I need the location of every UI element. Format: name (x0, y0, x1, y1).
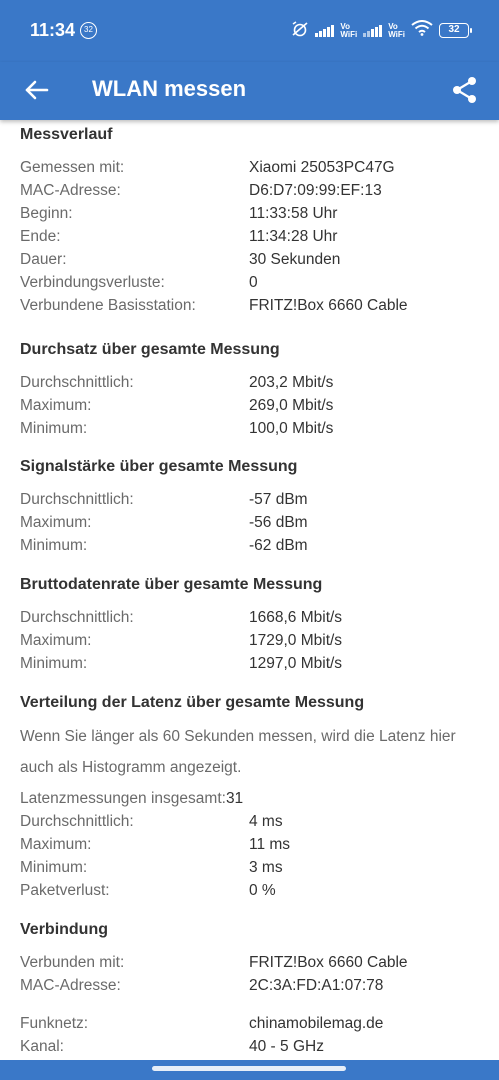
section-title-messverlauf: Messverlauf (20, 126, 113, 143)
cell-signal-icon-2 (363, 24, 382, 37)
row-verbunden-mit (20, 954, 480, 976)
cell-signal-icon (315, 24, 334, 37)
row-value: 2C:3A:FD:A1:07:78 (249, 977, 384, 994)
row-label: Minimum: (20, 420, 88, 437)
status-icons (291, 20, 469, 41)
row-mac-adresse (20, 182, 480, 204)
section-title-verbindung: Verbindung (20, 921, 108, 938)
system-nav-bar (0, 1060, 499, 1080)
row-kanal (20, 1038, 480, 1060)
notification-count-badge: 32 (80, 22, 97, 39)
row-signal-avg (20, 491, 480, 513)
row-label: Minimum: (20, 859, 88, 876)
row-value: 30 Sekunden (249, 251, 341, 268)
row-latenz-max (20, 836, 480, 858)
section-title-durchsatz: Durchsatz über gesamte Messung (20, 341, 280, 358)
row-value: 4 ms (249, 813, 283, 830)
row-label: Minimum: (20, 537, 88, 554)
latenz-note: Wenn Sie länger als 60 Sekunden messen, wird die Latenz hier auch als Histogramm angezeigt. (20, 728, 456, 776)
row-label: Paketverlust: (20, 882, 110, 899)
row-verbindungsverluste (20, 274, 480, 296)
row-label: Verbunden mit: (20, 954, 125, 971)
status-time: 11:34 (30, 20, 76, 40)
results-content[interactable] (0, 120, 499, 1060)
row-label: Durchschnittlich: (20, 374, 134, 391)
row-funknetz (20, 1015, 480, 1037)
row-latenz-min (20, 859, 480, 881)
row-value: Xiaomi 25053PC47G (249, 159, 395, 176)
row-label (20, 790, 243, 808)
back-arrow-icon[interactable] (22, 74, 54, 106)
row-value: 100,0 Mbit/s (249, 420, 334, 437)
alarm-off-icon (291, 21, 309, 40)
row-ende (20, 228, 480, 250)
row-value: 31 (225, 790, 244, 807)
row-value: 203,2 Mbit/s (249, 374, 334, 391)
row-beginn (20, 205, 480, 227)
row-label: Maximum: (20, 514, 92, 531)
row-value: -62 dBm (249, 537, 308, 554)
row-latenz-count (20, 790, 480, 812)
row-value: 11 ms (249, 836, 291, 853)
row-label: Kanal: (20, 1038, 64, 1055)
row-label: Beginn: (20, 205, 73, 222)
row-brutto-avg (20, 609, 480, 631)
section-title-latenz: Verteilung der Latenz über gesamte Messung (20, 694, 365, 711)
row-value: 3 ms (249, 859, 283, 876)
row-value: 0 % (249, 882, 276, 899)
row-value: 11:34:28 Uhr (249, 228, 338, 245)
row-value: D6:D7:09:99:EF:13 (249, 182, 382, 199)
row-label: Verbundene Basisstation: (20, 297, 196, 314)
row-label: Verbindungsverluste: (20, 274, 165, 291)
wifi-icon (411, 20, 433, 41)
row-value: -57 dBm (249, 491, 308, 508)
row-label: MAC-Adresse: (20, 182, 121, 199)
row-value: 40 - 5 GHz (249, 1038, 324, 1055)
row-label: Durchschnittlich: (20, 609, 134, 626)
row-label: Maximum: (20, 836, 92, 853)
row-value: 1729,0 Mbit/s (249, 632, 343, 649)
page-title: WLAN messen (92, 76, 247, 101)
row-gemessen-mit (20, 159, 480, 181)
row-label: Ende: (20, 228, 61, 245)
row-value: 1297,0 Mbit/s (249, 655, 343, 672)
row-brutto-min (20, 655, 480, 677)
row-value: 11:33:58 Uhr (249, 205, 338, 222)
row-value: FRITZ!Box 6660 Cable (249, 954, 408, 971)
row-value: FRITZ!Box 6660 Cable (249, 297, 408, 314)
row-brutto-max (20, 632, 480, 654)
row-label-text: Latenzmessungen insgesamt: (20, 790, 226, 807)
row-durchsatz-min (20, 420, 480, 442)
row-signal-max (20, 514, 480, 536)
share-icon[interactable] (449, 74, 481, 106)
row-label: MAC-Adresse: (20, 977, 121, 994)
row-label: Gemessen mit: (20, 159, 125, 176)
row-value: -56 dBm (249, 514, 308, 531)
row-durchsatz-max (20, 397, 480, 419)
vowifi-icon: Vo WiFi (340, 21, 358, 39)
row-value: 1668,6 Mbit/s (249, 609, 343, 626)
row-paketverlust (20, 882, 480, 904)
row-value: 269,0 Mbit/s (249, 397, 334, 414)
row-label: Durchschnittlich: (20, 491, 134, 508)
section-title-brutto: Bruttodatenrate über gesamte Messung (20, 576, 323, 593)
row-verbundene-basisstation (20, 297, 480, 319)
row-durchsatz-avg (20, 374, 480, 396)
row-label: Funknetz: (20, 1015, 89, 1032)
row-value: 0 (249, 274, 258, 291)
row-verbindung-mac (20, 977, 480, 999)
status-bar (0, 0, 499, 62)
row-label: Durchschnittlich: (20, 813, 134, 830)
row-dauer (20, 251, 480, 273)
home-gesture-handle[interactable] (152, 1066, 346, 1071)
app-bar (0, 62, 499, 120)
row-label: Maximum: (20, 632, 92, 649)
battery-icon: 32 (439, 23, 469, 38)
vowifi-icon-2: Vo WiFi (388, 21, 405, 39)
row-label: Maximum: (20, 397, 92, 414)
row-label: Dauer: (20, 251, 67, 268)
row-latenz-avg (20, 813, 480, 835)
row-label: Minimum: (20, 655, 88, 672)
row-value: chinamobilemag.de (249, 1015, 384, 1032)
section-title-signal: Signalstärke über gesamte Messung (20, 458, 298, 475)
row-signal-min (20, 537, 480, 559)
